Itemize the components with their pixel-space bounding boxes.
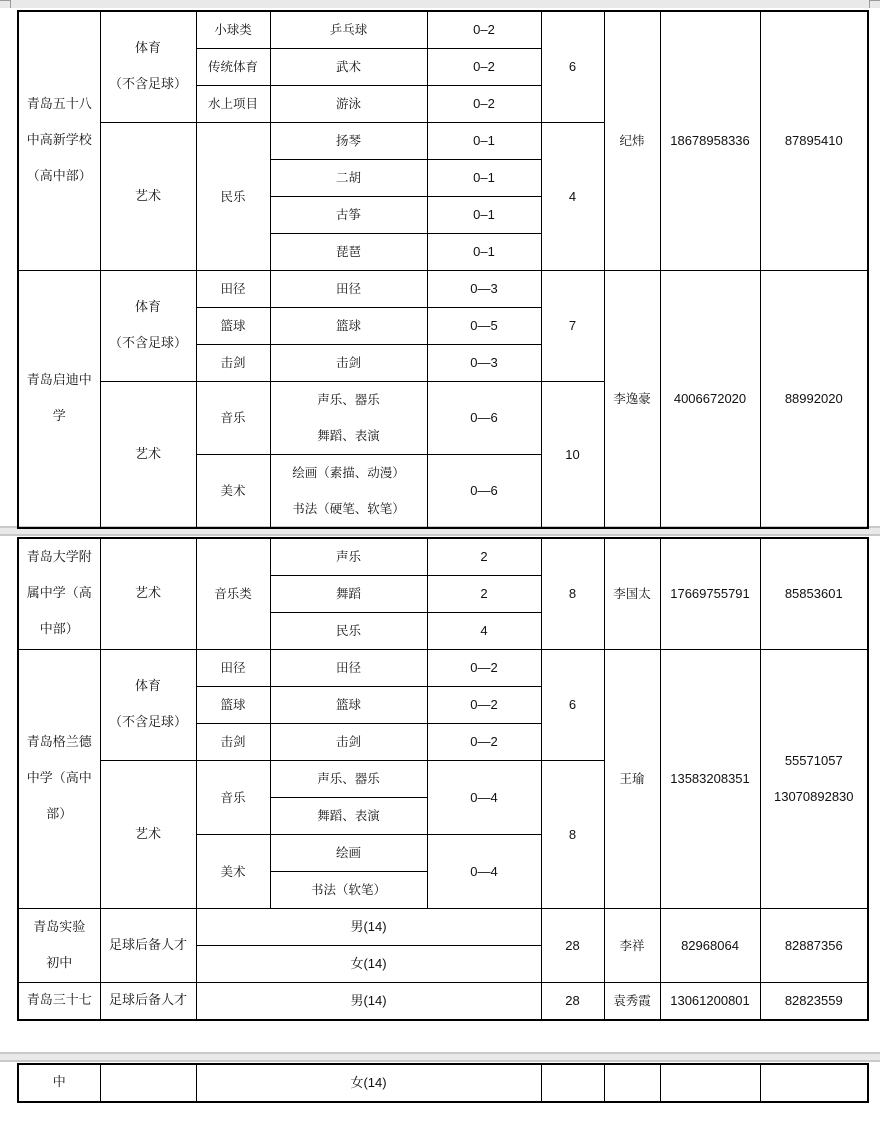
type-cell: 篮球 [196, 687, 270, 724]
contact-cell: 纪炜 [604, 11, 660, 271]
school-name-line: 部） [46, 807, 73, 822]
phone-line: 55571057 [784, 753, 843, 768]
phone-cell: 82887356 [760, 909, 868, 983]
contact-cell [604, 1064, 660, 1102]
count-cell: 0—2 [427, 724, 541, 761]
total-cell: 28 [541, 983, 604, 1021]
school-name-line: 青岛格兰德 [26, 735, 92, 750]
category-cell [100, 650, 196, 761]
item-cell: 篮球 [270, 687, 427, 724]
total-cell: 6 [541, 11, 604, 123]
count-cell: 0—3 [427, 345, 541, 382]
category-cell: 足球后备人才 [100, 909, 196, 983]
school-name-line: 青岛大学附 [26, 550, 92, 565]
item-cell: 声乐 [270, 538, 427, 576]
item-cell: 乒乓球 [270, 11, 427, 49]
school-name-line: 初中 [46, 955, 73, 971]
type-cell: 击剑 [196, 345, 270, 382]
item-cell: 武术 [270, 49, 427, 86]
category-label: 体育 [134, 300, 161, 315]
contact-cell: 袁秀霞 [604, 983, 660, 1021]
category-cell: 足球后备人才 [100, 983, 196, 1021]
item-cell: 民乐 [270, 613, 427, 650]
school-name-cell [18, 11, 100, 271]
phone-cell: 88992020 [760, 271, 868, 529]
type-cell: 音乐类 [196, 538, 270, 650]
category-cell: 艺术 [100, 123, 196, 271]
gender-quota-cell: 男(14) [196, 909, 541, 946]
count-cell: 0–2 [427, 11, 541, 49]
item-cell: 击剑 [270, 345, 427, 382]
count-cell: 0—4 [427, 835, 541, 909]
phone-cell [760, 650, 868, 909]
school-name-cell [18, 650, 100, 909]
item-cell [270, 455, 427, 529]
count-cell: 0—3 [427, 271, 541, 308]
type-cell: 击剑 [196, 724, 270, 761]
category-cell [100, 11, 196, 123]
type-cell: 篮球 [196, 308, 270, 345]
item-cell: 田径 [270, 271, 427, 308]
item-cell: 古筝 [270, 197, 427, 234]
school-name-cell [18, 538, 100, 650]
total-cell: 8 [541, 761, 604, 909]
phone-cell: 85853601 [760, 538, 868, 650]
count-cell: 0—5 [427, 308, 541, 345]
category-label: 体育 [134, 41, 161, 56]
item-cell: 舞蹈、表演 [270, 798, 427, 835]
school-name-line: 属中学（高 [26, 586, 92, 601]
phone-line: 13070892830 [773, 789, 854, 804]
category-label: 体育 [134, 679, 161, 694]
contact-cell: 李国太 [604, 538, 660, 650]
count-cell: 2 [427, 576, 541, 613]
total-cell: 4 [541, 123, 604, 271]
phone-cell: 87895410 [760, 11, 868, 271]
contact-cell: 王瑜 [604, 650, 660, 909]
school-name-cell: 青岛三十七 [18, 983, 100, 1021]
type-cell: 田径 [196, 271, 270, 308]
count-cell: 0–1 [427, 234, 541, 271]
count-cell: 2 [427, 538, 541, 576]
item-line: 舞蹈、表演 [317, 428, 380, 443]
school-name-cell [18, 271, 100, 529]
enrollment-table-page1 [17, 10, 869, 529]
page-break-2 [0, 1052, 880, 1062]
count-cell: 0–1 [427, 160, 541, 197]
total-cell: 8 [541, 538, 604, 650]
item-cell: 田径 [270, 650, 427, 687]
phone-cell [760, 1064, 868, 1102]
mobile-cell: 17669755791 [660, 538, 760, 650]
type-cell: 小球类 [196, 11, 270, 49]
school-name-line: 学 [52, 409, 66, 424]
type-cell: 音乐 [196, 382, 270, 455]
phone-cell: 82823559 [760, 983, 868, 1021]
count-cell: 0–1 [427, 123, 541, 160]
page-break-top [0, 0, 880, 8]
item-cell: 二胡 [270, 160, 427, 197]
count-cell: 4 [427, 613, 541, 650]
item-cell: 扬琴 [270, 123, 427, 160]
item-cell: 琵琶 [270, 234, 427, 271]
count-cell: 0—2 [427, 650, 541, 687]
category-cell [100, 271, 196, 382]
school-name-line: 青岛启迪中 [26, 373, 92, 388]
type-cell: 美术 [196, 455, 270, 529]
item-cell [270, 382, 427, 455]
category-cell: 艺术 [100, 761, 196, 909]
mobile-cell: 82968064 [660, 909, 760, 983]
item-line: 书法（硬笔、软笔） [292, 501, 405, 516]
count-cell: 0—6 [427, 455, 541, 529]
school-name-line: 中部） [39, 622, 79, 637]
enrollment-table-page2 [17, 537, 869, 1021]
total-cell: 10 [541, 382, 604, 529]
mobile-cell: 13061200801 [660, 983, 760, 1021]
category-note: （不含足球） [108, 715, 187, 730]
item-cell: 绘画 [270, 835, 427, 872]
item-line: 绘画（素描、动漫） [292, 465, 405, 480]
item-cell: 声乐、器乐 [270, 761, 427, 798]
item-cell: 击剑 [270, 724, 427, 761]
item-line: 声乐、器乐 [317, 392, 380, 407]
item-cell: 游泳 [270, 86, 427, 123]
school-name-line: 中学（高中 [26, 771, 92, 786]
type-cell: 美术 [196, 835, 270, 909]
gender-quota-cell: 女(14) [196, 946, 541, 983]
type-cell: 水上项目 [196, 86, 270, 123]
type-cell: 传统体育 [196, 49, 270, 86]
count-cell: 0–1 [427, 197, 541, 234]
item-cell: 篮球 [270, 308, 427, 345]
category-cell: 艺术 [100, 538, 196, 650]
total-cell: 7 [541, 271, 604, 382]
count-cell: 0–2 [427, 49, 541, 86]
school-name-cell [18, 909, 100, 983]
mobile-cell: 13583208351 [660, 650, 760, 909]
type-cell: 音乐 [196, 761, 270, 835]
enrollment-table-page3 [17, 1063, 869, 1103]
count-cell: 0—4 [427, 761, 541, 835]
category-cell [100, 1064, 196, 1102]
total-cell: 6 [541, 650, 604, 761]
mobile-cell: 4006672020 [660, 271, 760, 529]
total-cell [541, 1064, 604, 1102]
school-name-cell: 中 [18, 1064, 100, 1102]
category-cell: 艺术 [100, 382, 196, 529]
gender-quota-cell: 男(14) [196, 983, 541, 1021]
category-note: （不含足球） [108, 77, 187, 92]
item-cell: 书法（软笔） [270, 872, 427, 909]
contact-cell: 李祥 [604, 909, 660, 983]
mobile-cell: 18678958336 [660, 11, 760, 271]
count-cell: 0—2 [427, 687, 541, 724]
item-cell: 舞蹈 [270, 576, 427, 613]
mobile-cell [660, 1064, 760, 1102]
count-cell: 0—6 [427, 382, 541, 455]
school-name-line: 青岛实验 [33, 919, 86, 935]
contact-cell: 李逸豪 [604, 271, 660, 529]
count-cell: 0–2 [427, 86, 541, 123]
type-cell: 民乐 [196, 123, 270, 271]
type-cell: 田径 [196, 650, 270, 687]
gender-quota-cell: 女(14) [196, 1064, 541, 1102]
category-note: （不含足球） [108, 336, 187, 351]
total-cell: 28 [541, 909, 604, 983]
school-name: 青岛五十八中高新学校（高中部） [26, 97, 92, 184]
